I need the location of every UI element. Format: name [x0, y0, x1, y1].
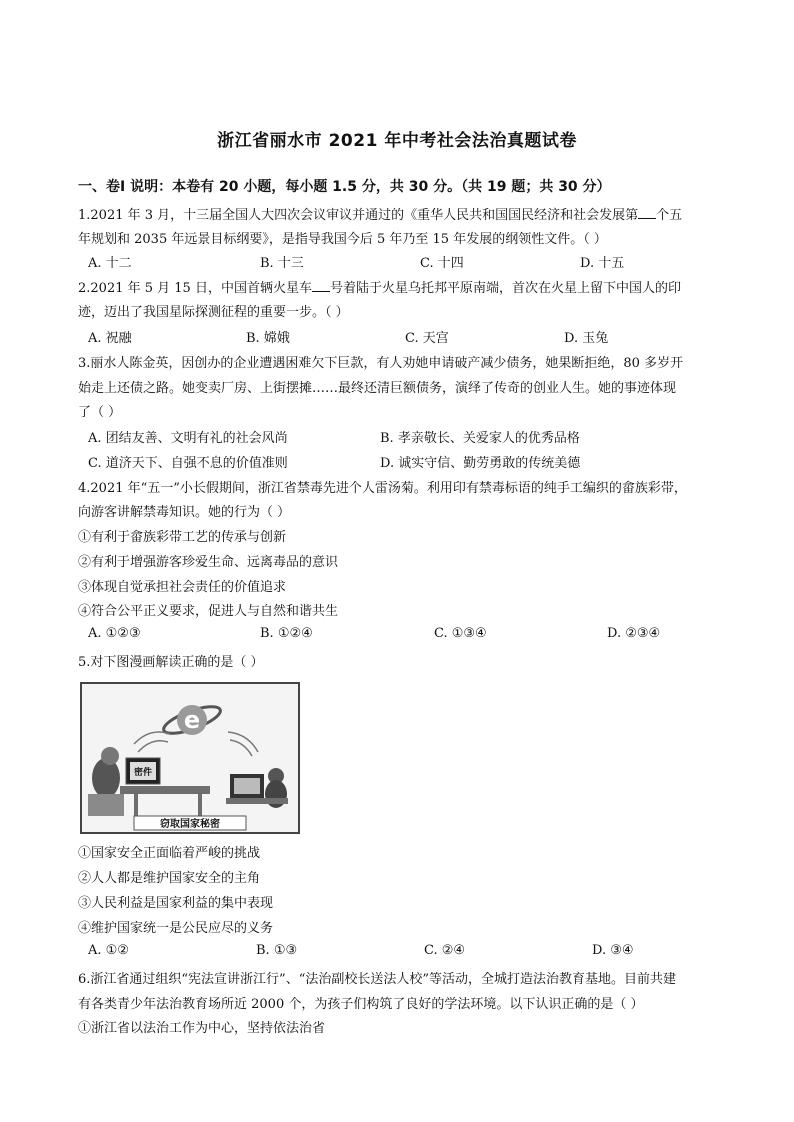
q5-option-c: C. ②④	[424, 943, 466, 958]
q2-option-b: B. 嫦娥	[246, 331, 290, 346]
q2-line2: 迹，迈出了我国星际探测征程的重要一步。（ ）	[78, 305, 349, 320]
q4-option-d: D. ②③④	[607, 626, 661, 641]
q2-line1	[78, 277, 718, 296]
q5-item-4: ④维护国家统一是公民应尽的义务	[78, 921, 274, 936]
q1-blank	[638, 207, 656, 219]
spy-figure-right	[226, 768, 288, 808]
q4-item-4: ④符合公平正义要求，促进人与自然和谐共生	[78, 604, 339, 619]
q3-line2: 始走上还债之路。她变卖厂房、上街摆摊……最终还清巨额债务，演绎了传奇的创业人生。她的事迹体现	[78, 381, 677, 396]
q1-option-d: D. 十五	[580, 256, 625, 271]
q5-option-a: A. ①②	[88, 943, 129, 958]
q1-text-part1: 1.2021 年 3 月，十三届全国人大四次会议审议并通过的《重华人民共和国国民经济和社会发展第	[78, 208, 639, 223]
q3-option-d: D. 诚实守信、勤劳勇敢的传统美德	[380, 456, 581, 471]
q4-line1: 4.2021 年“五一”小长假期间，浙江省禁毒先进个人雷汤菊。利用印有禁毒标语的纯手工编织的畲族彩带，	[78, 481, 687, 496]
q4-item-1: ①有利于畲族彩带工艺的传承与创新	[78, 530, 287, 545]
q4-option-a: A. ①②③	[88, 626, 141, 641]
q6-item-1: ①浙江省以法治工作为中心，坚持依法治省	[78, 1021, 326, 1036]
comic-caption: 窃取国家秘密	[160, 819, 220, 830]
q2-option-c: C. 天宫	[405, 331, 449, 346]
q5-option-d: D. ③④	[592, 943, 634, 958]
q6-line2: 有各类青少年法治教育场所近 2000 个，为孩子们构筑了良好的学法环境。以下认识正确的是（ ）	[78, 997, 644, 1012]
q1-option-a: A. 十二	[88, 256, 132, 271]
comic-illustration	[80, 682, 300, 834]
q1-line2: 年规划和 2035 年远景目标纲要》，是指导我国今后 5 年乃至 15 年发展的纲领性文件。（ ）	[78, 232, 607, 247]
q1-option-b: B. 十三	[260, 256, 304, 271]
q2-text-part1: 2.2021 年 5 月 15 日，中国首辆火星车	[78, 281, 312, 296]
q3-option-a: A. 团结友善、文明有礼的社会风尚	[88, 431, 288, 446]
q4-line2: 向游客讲解禁毒知识。她的行为（ ）	[78, 505, 291, 520]
q2-option-a: A. 祝融	[88, 331, 132, 346]
q6-line1: 6.浙江省通过组织“宪法宣讲浙江行”、“法治副校长送法人校”等活动，全城打造法治教育基地。目前共建	[78, 972, 676, 987]
q5-item-3: ③人民利益是国家利益的集中表现	[78, 896, 274, 911]
q3-option-c: C. 道济天下、自强不息的价值准则	[88, 456, 288, 471]
q2-option-d: D. 玉兔	[564, 331, 609, 346]
q4-option-b: B. ①②④	[260, 626, 313, 641]
q4-item-2: ②有利于增强游客珍爱生命、远离毒品的意识	[78, 555, 339, 570]
q5-option-b: B. ①③	[256, 943, 298, 958]
q1-text-part2: 个五	[656, 208, 683, 223]
section-header: 一、卷Ⅰ 说明：本卷有 20 小题，每小题 1.5 分，共 30 分。（共 19 题；共 30 分）	[78, 179, 611, 195]
q3-option-b: B. 孝亲敬长、关爱家人的优秀品格	[380, 431, 580, 446]
q3-line1: 3.丽水人陈金英，因创办的企业遭遇困难欠下巨款，有人劝她申请破产减少债务，她果断拒绝，80 多岁开	[78, 356, 684, 371]
q5-line1: 5.对下图漫画解读正确的是（ ）	[78, 655, 264, 670]
q5-item-1: ①国家安全正面临着严峻的挑战	[78, 846, 261, 861]
svg-text:e: e	[183, 706, 201, 734]
q4-item-3: ③体现自觉承担社会责任的价值追求	[78, 580, 287, 595]
q3-line3: 了（ ）	[78, 405, 122, 420]
q2-blank	[312, 280, 330, 292]
q1-line1	[78, 204, 718, 223]
q2-text-part2: 号着陆于火星乌托邦平原南端，首次在火星上留下中国人的印	[329, 281, 681, 296]
q1-option-c: C. 十四	[420, 256, 464, 271]
monitor-label: 密件	[133, 768, 153, 778]
q5-item-2: ②人人都是维护国家安全的主角	[78, 871, 261, 886]
q4-option-c: C. ①③④	[434, 626, 487, 641]
page-title: 浙江省丽水市 2021 年中考社会法治真题试卷	[217, 131, 577, 151]
